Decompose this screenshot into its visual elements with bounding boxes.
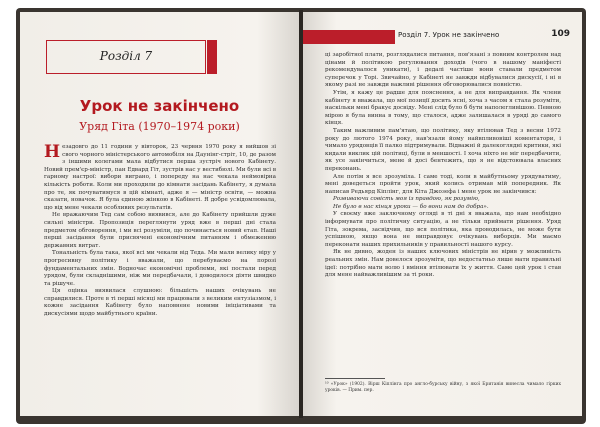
- open-book: [16, 8, 586, 424]
- body-paragraph: Ця оцінка виявилася слушною: більшість наших очікувань не справдилися. Проте в ті перші місяці ми працювали з великим ентузіазмом, і кожне засідання Кабінету було наповнене новими ініціативами та дискусіями щодо майбутнього країни.: [44, 288, 276, 318]
- header-band: [303, 30, 395, 44]
- verse-line: Розвиваючи совість моя із правдою, як розумію,: [333, 196, 480, 203]
- body-paragraph: Незадовго до 11 години у вівторок, 23 червня 1970 року я вийшов зі свого чорного міністерського автомобіля на Даунінг-стріт, 10, де разом з іншими колегами мала відбутися перша зустріч нового Кабінету. Новий прем'єр-міністр, пан Едвард Гіт, зустрів нас у вестибюлі. Ми були всі в гарному настрої: вибори виграно, і попереду на нас чекала неймовірна кількість роботи. Коли ми проходили до кімнати засідань Кабінету, я думала про те, як почуватимуся в цій кімнаті, адже я — міністр освіти, — можна сказати, новачок. Я була єдиною жінкою в Кабінеті. Я добре усвідомлювала, що від мене чекали особливих результатів.: [44, 142, 276, 211]
- running-header: Розділ 7. Урок не закінчено: [398, 31, 500, 39]
- section-label: Розділ 7: [99, 49, 153, 63]
- body-paragraph: ці заробітної плати, розглядалися питання, пов'язані з повним контролем над цінами й політикою регулювання доходів (чого в нашому маніфесті рекомендувалося уникати), і дедалі частіше вони ставали предметом суперечок у Торі. Звичайно, у Кабінеті не завжди відбувалися дискусії, і ні в якому разі не завжди важливі рішення обговорювалися повністю.: [325, 52, 561, 89]
- footnote-rule: [325, 378, 385, 379]
- right-page: [303, 12, 582, 416]
- body-paragraph: Утім, я кажу це радше для пояснення, а не для виправдання. Як члени кабінету я вважала, що мої позиції досить ясні, хоча з часом я стала розуміти, наскільки мені бракує досвіду. Мені слід було б бути наполегливішою. Певною мірою я була винна в тому, що сталося, адже залишалася в уряді до самого кінця.: [325, 89, 561, 127]
- body-paragraph: Тональність була така, якої всі ми чекали від Теда. Ми мали велику віру у прогресивну політику і вважали, що перебуваємо на порозі фундаментальних змін. Водночас економічні проблеми, які постали перед урядом, були складнішими, ніж ми передбачали, і доводилося діяти швидко та рішуче.: [44, 250, 276, 287]
- body-paragraph: Таким важливим пам'ятаю, що політику, яку втілював Тед з весни 1972 року до лютого 1974 року, нав'язали йому найвпливовіші коментатори, і чимало урядовців її палко підтримували. Відважні й далекоглядні критики, які кидали виклик цій політиці, були в меншості. І хоча ніхто не міг передбачити, як усе закінчиться, мене й досі бентежить, що я не відстоювала власних переконань.: [325, 127, 561, 172]
- chapter-subtitle: Уряд Гіта (1970–1974 роки): [79, 120, 240, 133]
- chapter-title: Урок не закінчено: [79, 97, 240, 115]
- page-number: 109: [551, 29, 570, 39]
- left-page: [20, 12, 299, 416]
- body-paragraph: Але потім я все зрозуміла. І саме тоді, коли в майбутньому урядуватиму, мені доведеться пройти урок, який колись отримав мій попередник. Як написав Редьярд Кіплінг, для Кіта Джозефа і мене урок не закінчився:: [325, 173, 561, 195]
- body-paragraph: Не вражаючим Тед сам собою виявився, але до Кабінету прийшли дуже сильні міністри. Пропозиція переглянути уряд вже в перші дні стала предметом обговорення, і ми всі розуміли, що починається новий етап. Наші перші засідання були присвячені економічним питанням і обмеженню державних витрат.: [44, 212, 276, 249]
- body-paragraph: У своєму вже заключному огляді в ті дні я вважала, що нам необхідно інформувати про політичну ситуацію, а не тільки приймати рішення. Уряд Гіта, зокрема, засвідчив, що вся політика, яка проводилась, не може бути успішною, якщо вона не виправдовує очікувань виборців. Ми маємо переконати наших прихильників у правильності нашого курсу.: [325, 211, 561, 248]
- right-page-body: [325, 52, 561, 280]
- drop-cap: Н: [44, 142, 61, 162]
- verse-line: Не було в нас кінця уроки — бо вони нам до добра».: [333, 203, 489, 210]
- section-label-box: [46, 40, 206, 74]
- section-tab-decoration: [207, 40, 217, 74]
- footnote: ¹⁰ «Урок» (1902). Вірш Кіплінга про англо-бурську війну, з якої Британія винесла чимало гірких уроків. — Прим. пер.: [325, 382, 561, 393]
- left-page-body: [44, 144, 276, 319]
- body-paragraph: Як не дивно, жоден із наших ключових міністрів не вірив у можливість реальних змін. Нам довелося зрозуміти, що недостатньо лише мати правильні ідеї: потрібно мати волю і вміння втілювати їх у життя. Саме цей урок і став для мене найважливішим за ті роки.: [325, 249, 561, 279]
